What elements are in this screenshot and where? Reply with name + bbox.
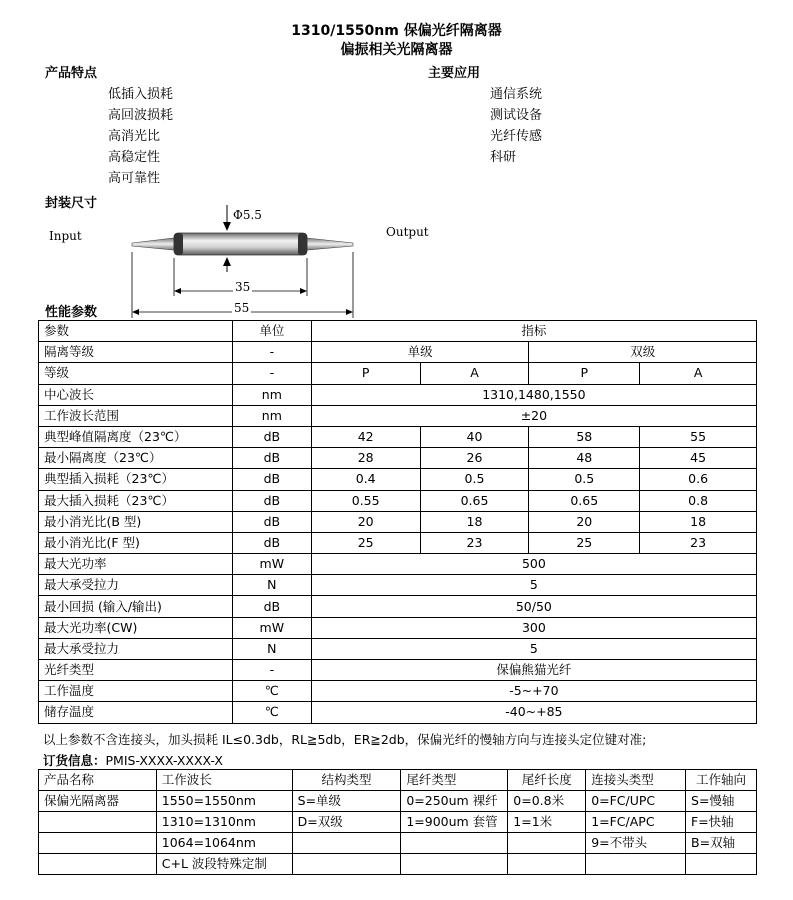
row-unit: dB	[232, 469, 311, 490]
cell-value: 5	[311, 575, 756, 596]
table-row	[39, 532, 757, 553]
table-row	[39, 791, 757, 812]
row-unit: mW	[232, 554, 311, 575]
cell-value	[39, 833, 157, 854]
cell-value: 50/50	[311, 596, 756, 617]
row-unit: dB	[232, 426, 311, 447]
table-row	[39, 511, 757, 532]
row-label: 典型插入损耗（23℃）	[39, 469, 233, 490]
page-subtitle: 偏振相关光隔离器	[340, 42, 453, 58]
row-label: 中心波长	[39, 384, 233, 405]
table-row	[39, 363, 757, 384]
row-label: 最大光功率(CW)	[39, 617, 233, 638]
header-cell: 尾纤类型	[401, 770, 508, 791]
header-param: 参数	[39, 321, 233, 342]
row-unit: -	[232, 342, 311, 363]
cell-value: 300	[311, 617, 756, 638]
features-heading: 产品特点	[45, 66, 98, 81]
ordering-info	[43, 751, 223, 769]
isolator-body	[174, 233, 307, 255]
feature-item: 低插入损耗	[108, 87, 174, 102]
row-unit: dB	[232, 532, 311, 553]
table-row	[39, 617, 757, 638]
cell-value: P	[529, 363, 640, 384]
table-row	[39, 660, 757, 681]
end-cap-left	[174, 233, 183, 255]
dual-stage-header: 双级	[529, 342, 757, 363]
feature-item: 高可靠性	[108, 171, 161, 186]
table-row	[39, 812, 757, 833]
row-label: 隔离等级	[39, 342, 233, 363]
cell-value	[292, 854, 401, 875]
fiber-boot-right	[307, 238, 353, 250]
header-cell: 连接头类型	[586, 770, 686, 791]
cell-value: 42	[311, 426, 420, 447]
cell-value: 23	[640, 532, 757, 553]
cell-value: 1064=1064nm	[156, 833, 292, 854]
cell-value: C+L 波段特殊定制	[156, 854, 292, 875]
application-item: 光纤传感	[490, 129, 543, 144]
row-unit: nm	[232, 405, 311, 426]
row-label: 最小消光比(F 型)	[39, 532, 233, 553]
row-unit: ℃	[232, 702, 311, 723]
cell-value: 保偏光隔离器	[39, 791, 157, 812]
cell-value: 0.65	[529, 490, 640, 511]
cell-value: 20	[311, 511, 420, 532]
cell-value: 1=900um 套管	[401, 812, 508, 833]
row-label: 光纤类型	[39, 660, 233, 681]
header-cell: 工作波长	[156, 770, 292, 791]
table-row	[39, 448, 757, 469]
cell-value: 0=FC/UPC	[586, 791, 686, 812]
table-row	[39, 342, 757, 363]
feature-item: 高回波损耗	[108, 108, 174, 123]
table-row	[39, 405, 757, 426]
row-unit: mW	[232, 617, 311, 638]
cell-value: 0.8	[640, 490, 757, 511]
cell-value: 0=250um 裸纤	[401, 791, 508, 812]
cell-value: 0.5	[529, 469, 640, 490]
length-35-label: 35	[235, 280, 251, 294]
row-label: 等级	[39, 363, 233, 384]
end-cap-right	[298, 233, 307, 255]
cell-value	[508, 833, 586, 854]
header-spec: 指标	[311, 321, 756, 342]
cell-value	[292, 833, 401, 854]
table-row	[39, 702, 757, 723]
cell-value	[686, 854, 757, 875]
cell-value: P	[311, 363, 420, 384]
table-row	[39, 681, 757, 702]
cell-value: 0.55	[311, 490, 420, 511]
cell-value: 55	[640, 426, 757, 447]
connector-note: 以上参数不含连接头，加头损耗 IL≤0.3db，RL≧5db，ER≧2db，保偏光纤的慢轴方向与连接头定位键对准;	[43, 732, 647, 747]
row-label: 典型峰值隔离度（23℃）	[39, 426, 233, 447]
cell-value: 1310=1310nm	[156, 812, 292, 833]
application-item: 测试设备	[490, 108, 543, 123]
output-label: Output	[386, 225, 429, 239]
row-label: 最小回损 (输入/输出)	[39, 596, 233, 617]
cell-value: B=双轴	[686, 833, 757, 854]
row-unit: -	[232, 363, 311, 384]
table-row	[39, 490, 757, 511]
table-row	[39, 833, 757, 854]
arrow-up-icon	[223, 257, 231, 266]
table-row	[39, 596, 757, 617]
header-cell: 产品名称	[39, 770, 157, 791]
feature-item: 高稳定性	[108, 150, 161, 165]
fiber-boot-left	[132, 238, 174, 250]
page-title: 1310/1550nm 保偏光纤隔离器	[291, 23, 502, 39]
row-label: 储存温度	[39, 702, 233, 723]
ordering-code: PMIS-XXXX-XXXX-X	[105, 753, 223, 768]
cell-value: 1=1米	[508, 812, 586, 833]
cell-value: 28	[311, 448, 420, 469]
row-label: 最小消光比(B 型)	[39, 511, 233, 532]
cell-value: 1550=1550nm	[156, 791, 292, 812]
cell-value: -40~+85	[311, 702, 756, 723]
table-row	[39, 469, 757, 490]
cell-value: S=慢轴	[686, 791, 757, 812]
table-row	[39, 575, 757, 596]
feature-item: 高消光比	[108, 129, 161, 144]
header-cell: 结构类型	[292, 770, 401, 791]
row-unit: N	[232, 575, 311, 596]
header-unit: 单位	[232, 321, 311, 342]
cell-value: 45	[640, 448, 757, 469]
cell-value: 0.5	[420, 469, 529, 490]
single-stage-header: 单级	[311, 342, 529, 363]
cell-value: 1=FC/APC	[586, 812, 686, 833]
cell-value: 18	[640, 511, 757, 532]
ordering-label: 订货信息：	[43, 753, 106, 768]
cell-value: A	[420, 363, 529, 384]
cell-value: 500	[311, 554, 756, 575]
performance-table	[38, 320, 757, 724]
cell-value: 58	[529, 426, 640, 447]
cell-value: 1310,1480,1550	[311, 384, 756, 405]
table-row	[39, 854, 757, 875]
row-unit: -	[232, 660, 311, 681]
cell-value: 保偏熊猫光纤	[311, 660, 756, 681]
header-cell: 尾纤长度	[508, 770, 586, 791]
package-drawing	[0, 0, 793, 330]
cell-value	[508, 854, 586, 875]
cell-value: 20	[529, 511, 640, 532]
table-row	[39, 426, 757, 447]
cell-value: 23	[420, 532, 529, 553]
arrow-down-icon	[223, 222, 231, 231]
application-item: 科研	[490, 150, 517, 165]
row-unit: ℃	[232, 681, 311, 702]
cell-value: S=单级	[292, 791, 401, 812]
cell-value: 9=不带头	[586, 833, 686, 854]
row-unit: N	[232, 638, 311, 659]
cell-value: D=双级	[292, 812, 401, 833]
row-unit: dB	[232, 511, 311, 532]
row-label: 最小隔离度（23℃）	[39, 448, 233, 469]
row-unit: dB	[232, 596, 311, 617]
header-cell: 工作轴向	[686, 770, 757, 791]
table-row	[39, 638, 757, 659]
row-label: 最大承受拉力	[39, 638, 233, 659]
cell-value: 25	[311, 532, 420, 553]
row-label: 工作温度	[39, 681, 233, 702]
cell-value: 5	[311, 638, 756, 659]
diameter-label: Φ5.5	[233, 208, 262, 222]
table-header-row	[39, 321, 757, 342]
length-55-label: 55	[234, 301, 250, 315]
cell-value: -5~+70	[311, 681, 756, 702]
row-label: 最大承受拉力	[39, 575, 233, 596]
table-row	[39, 384, 757, 405]
cell-value	[39, 812, 157, 833]
cell-value	[401, 854, 508, 875]
application-item: 通信系统	[490, 87, 543, 102]
row-unit: dB	[232, 490, 311, 511]
table-header-row	[39, 770, 757, 791]
cell-value: 18	[420, 511, 529, 532]
cell-value: 26	[420, 448, 529, 469]
cell-value: 40	[420, 426, 529, 447]
cell-value: 48	[529, 448, 640, 469]
cell-value: 25	[529, 532, 640, 553]
row-label: 最大光功率	[39, 554, 233, 575]
cell-value: A	[640, 363, 757, 384]
row-label: 工作波长范围	[39, 405, 233, 426]
row-unit: dB	[232, 448, 311, 469]
cell-value	[401, 833, 508, 854]
cell-value: 0.4	[311, 469, 420, 490]
cell-value	[586, 854, 686, 875]
cell-value: ±20	[311, 405, 756, 426]
input-label: Input	[49, 229, 82, 243]
performance-heading: 性能参数	[45, 305, 98, 320]
applications-heading: 主要应用	[428, 66, 481, 81]
row-label: 最大插入损耗（23℃）	[39, 490, 233, 511]
cell-value: F=快轴	[686, 812, 757, 833]
package-heading: 封装尺寸	[45, 196, 98, 211]
cell-value: 0.6	[640, 469, 757, 490]
cell-value: 0=0.8米	[508, 791, 586, 812]
cell-value	[39, 854, 157, 875]
table-row	[39, 554, 757, 575]
ordering-table	[38, 769, 757, 875]
row-unit: nm	[232, 384, 311, 405]
cell-value: 0.65	[420, 490, 529, 511]
